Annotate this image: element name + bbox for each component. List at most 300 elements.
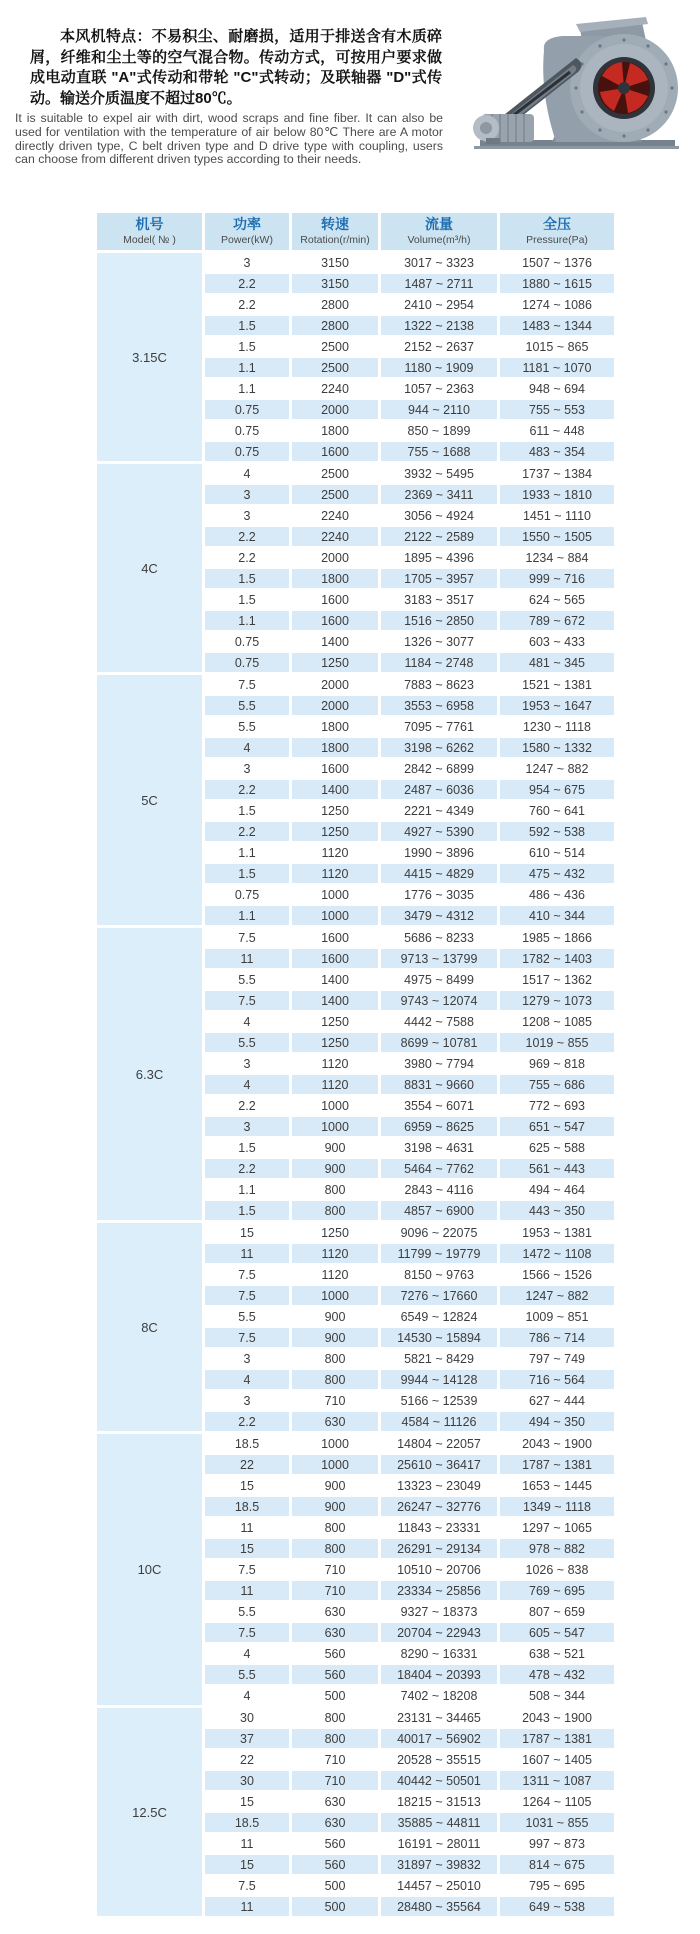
volume-cell: 9096 ~ 22075: [381, 1223, 497, 1242]
model-group: [97, 253, 614, 461]
pressure-cell: 789 ~ 672: [500, 611, 614, 630]
intro-chinese-text: 本风机特点：不易积尘、耐磨损，适用于排送含有木质碎屑，纤维和尘土等的空气混合物。传动方式，可按用户要求做成电动直联 "A"式传动和带轮 "C"式转动；及联轴器 "D"式传动。输送介质温度不超过80℃。: [30, 28, 442, 107]
power-cell: 5.5: [205, 1665, 289, 1684]
pressure-cell: 954 ~ 675: [500, 780, 614, 799]
power-cell: 0.75: [205, 653, 289, 672]
pressure-cell: 1247 ~ 882: [500, 759, 614, 778]
rotation-cell: 1120: [292, 864, 378, 883]
rotation-cell: 1000: [292, 1117, 378, 1136]
rotation-cell: 900: [292, 1159, 378, 1178]
table-row: [205, 548, 614, 567]
volume-cell: 23334 ~ 25856: [381, 1581, 497, 1600]
volume-cell: 18404 ~ 20393: [381, 1665, 497, 1684]
table-row: [205, 1897, 614, 1916]
power-cell: 3: [205, 1349, 289, 1368]
table-row: [205, 1581, 614, 1600]
table-row: [205, 1665, 614, 1684]
pressure-cell: 755 ~ 686: [500, 1075, 614, 1094]
power-cell: 1.5: [205, 569, 289, 588]
table-row: [205, 1244, 614, 1263]
volume-cell: 18215 ~ 31513: [381, 1792, 497, 1811]
pressure-cell: 1274 ~ 1086: [500, 295, 614, 314]
table-row: [205, 1328, 614, 1347]
table-row: [205, 1075, 614, 1094]
fan-illustration: [452, 14, 700, 150]
model-cell: 10C: [97, 1434, 202, 1705]
volume-cell: 35885 ~ 44811: [381, 1813, 497, 1832]
power-cell: 1.1: [205, 906, 289, 925]
volume-cell: 5464 ~ 7762: [381, 1159, 497, 1178]
volume-cell: 4975 ~ 8499: [381, 970, 497, 989]
power-cell: 15: [205, 1223, 289, 1242]
volume-cell: 1895 ~ 4396: [381, 548, 497, 567]
power-cell: 2.2: [205, 527, 289, 546]
rotation-cell: 630: [292, 1792, 378, 1811]
power-cell: 22: [205, 1455, 289, 1474]
rotation-cell: 1800: [292, 421, 378, 440]
rotation-cell: 1120: [292, 1244, 378, 1263]
rotation-cell: 1000: [292, 1286, 378, 1305]
volume-cell: 20528 ~ 35515: [381, 1750, 497, 1769]
volume-cell: 10510 ~ 20706: [381, 1560, 497, 1579]
pressure-cell: 611 ~ 448: [500, 421, 614, 440]
rotation-cell: 630: [292, 1412, 378, 1431]
volume-cell: 4442 ~ 7588: [381, 1012, 497, 1031]
volume-cell: 14530 ~ 15894: [381, 1328, 497, 1347]
header-model-en: Model( № ): [123, 234, 176, 246]
volume-cell: 7402 ~ 18208: [381, 1686, 497, 1705]
volume-cell: 3980 ~ 7794: [381, 1054, 497, 1073]
table-row: [205, 590, 614, 609]
power-cell: 3: [205, 1391, 289, 1410]
table-row: [205, 1771, 614, 1790]
table-row: [205, 801, 614, 820]
table-row: [205, 1117, 614, 1136]
table-row: [205, 1876, 614, 1895]
rotation-cell: 1250: [292, 822, 378, 841]
power-cell: 7.5: [205, 928, 289, 947]
pressure-cell: 1607 ~ 1405: [500, 1750, 614, 1769]
pressure-cell: 475 ~ 432: [500, 864, 614, 883]
rotation-cell: 710: [292, 1391, 378, 1410]
pressure-cell: 651 ~ 547: [500, 1117, 614, 1136]
table-row: [205, 1096, 614, 1115]
volume-cell: 23131 ~ 34465: [381, 1708, 497, 1727]
pressure-cell: 1009 ~ 851: [500, 1307, 614, 1326]
volume-cell: 2369 ~ 3411: [381, 485, 497, 504]
volume-cell: 4927 ~ 5390: [381, 822, 497, 841]
rotation-cell: 900: [292, 1476, 378, 1495]
volume-cell: 1184 ~ 2748: [381, 653, 497, 672]
table-row: [205, 1644, 614, 1663]
table-body: [97, 253, 614, 1916]
pressure-cell: 716 ~ 564: [500, 1370, 614, 1389]
table-row: [205, 1054, 614, 1073]
rotation-cell: 800: [292, 1708, 378, 1727]
pressure-cell: 1230 ~ 1118: [500, 717, 614, 736]
volume-cell: 8290 ~ 16331: [381, 1644, 497, 1663]
pressure-cell: 807 ~ 659: [500, 1602, 614, 1621]
volume-cell: 7095 ~ 7761: [381, 717, 497, 736]
power-cell: 4: [205, 1012, 289, 1031]
rotation-cell: 800: [292, 1518, 378, 1537]
rotation-cell: 1600: [292, 949, 378, 968]
power-cell: 2.2: [205, 822, 289, 841]
pressure-cell: 625 ~ 588: [500, 1138, 614, 1157]
volume-cell: 14457 ~ 25010: [381, 1876, 497, 1895]
table-row: [205, 253, 614, 272]
volume-cell: 2410 ~ 2954: [381, 295, 497, 314]
pressure-cell: 1234 ~ 884: [500, 548, 614, 567]
table-row: [205, 1539, 614, 1558]
volume-cell: 850 ~ 1899: [381, 421, 497, 440]
volume-cell: 3479 ~ 4312: [381, 906, 497, 925]
rotation-cell: 1600: [292, 590, 378, 609]
table-row: [205, 1223, 614, 1242]
rotation-cell: 630: [292, 1813, 378, 1832]
volume-cell: 1057 ~ 2363: [381, 379, 497, 398]
volume-cell: 1180 ~ 1909: [381, 358, 497, 377]
table-row: [205, 632, 614, 651]
table-header-power: [205, 213, 289, 250]
table-row: [205, 464, 614, 483]
rotation-cell: 500: [292, 1686, 378, 1705]
power-cell: 4: [205, 1686, 289, 1705]
power-cell: 2.2: [205, 295, 289, 314]
rotation-cell: 2500: [292, 337, 378, 356]
table-header-model: [97, 213, 202, 250]
volume-cell: 8150 ~ 9763: [381, 1265, 497, 1284]
rotation-cell: 2240: [292, 379, 378, 398]
volume-cell: 8699 ~ 10781: [381, 1033, 497, 1052]
volume-cell: 20704 ~ 22943: [381, 1623, 497, 1642]
volume-cell: 1776 ~ 3035: [381, 885, 497, 904]
table-row: [205, 1138, 614, 1157]
table-row: [205, 1180, 614, 1199]
power-cell: 2.2: [205, 548, 289, 567]
pressure-cell: 610 ~ 514: [500, 843, 614, 862]
volume-cell: 2221 ~ 4349: [381, 801, 497, 820]
pressure-cell: 999 ~ 716: [500, 569, 614, 588]
rotation-cell: 560: [292, 1855, 378, 1874]
table-row: [205, 1855, 614, 1874]
table-row: [205, 949, 614, 968]
table-row: [205, 928, 614, 947]
table-row: [205, 1307, 614, 1326]
pressure-cell: 1787 ~ 1381: [500, 1455, 614, 1474]
rotation-cell: 1250: [292, 801, 378, 820]
volume-cell: 13323 ~ 23049: [381, 1476, 497, 1495]
pressure-cell: 1985 ~ 1866: [500, 928, 614, 947]
volume-cell: 9743 ~ 12074: [381, 991, 497, 1010]
header-pressure-en: Pressure(Pa): [526, 234, 588, 246]
power-cell: 1.1: [205, 1180, 289, 1199]
rotation-cell: 1600: [292, 442, 378, 461]
volume-cell: 5686 ~ 8233: [381, 928, 497, 947]
pressure-cell: 1451 ~ 1110: [500, 506, 614, 525]
rotation-cell: 1000: [292, 1434, 378, 1453]
volume-cell: 31897 ~ 39832: [381, 1855, 497, 1874]
power-cell: 7.5: [205, 675, 289, 694]
table-row: [205, 442, 614, 461]
pressure-cell: 1933 ~ 1810: [500, 485, 614, 504]
power-cell: 1.1: [205, 358, 289, 377]
volume-cell: 3554 ~ 6071: [381, 1096, 497, 1115]
volume-cell: 1705 ~ 3957: [381, 569, 497, 588]
volume-cell: 5166 ~ 12539: [381, 1391, 497, 1410]
power-cell: 5.5: [205, 1307, 289, 1326]
pressure-cell: 997 ~ 873: [500, 1834, 614, 1853]
volume-cell: 6959 ~ 8625: [381, 1117, 497, 1136]
power-cell: 1.5: [205, 1201, 289, 1220]
rotation-cell: 2000: [292, 400, 378, 419]
model-group-rows: [205, 1708, 614, 1916]
volume-cell: 11843 ~ 23331: [381, 1518, 497, 1537]
model-cell: 6.3C: [97, 928, 202, 1220]
rotation-cell: 710: [292, 1560, 378, 1579]
volume-cell: 9944 ~ 14128: [381, 1370, 497, 1389]
pressure-cell: 443 ~ 350: [500, 1201, 614, 1220]
volume-cell: 14804 ~ 22057: [381, 1434, 497, 1453]
table-row: [205, 675, 614, 694]
rotation-cell: 800: [292, 1539, 378, 1558]
volume-cell: 3056 ~ 4924: [381, 506, 497, 525]
model-group: [97, 1708, 614, 1916]
volume-cell: 7276 ~ 17660: [381, 1286, 497, 1305]
table-row: [205, 653, 614, 672]
rotation-cell: 2500: [292, 485, 378, 504]
pressure-cell: 1550 ~ 1505: [500, 527, 614, 546]
rotation-cell: 800: [292, 1180, 378, 1199]
table-row: [205, 864, 614, 883]
volume-cell: 11799 ~ 19779: [381, 1244, 497, 1263]
table-row: [205, 906, 614, 925]
model-group-rows: [205, 464, 614, 672]
table-row: [205, 358, 614, 377]
rotation-cell: 1400: [292, 780, 378, 799]
rotation-cell: 1250: [292, 1223, 378, 1242]
table-row: [205, 485, 614, 504]
pressure-cell: 2043 ~ 1900: [500, 1434, 614, 1453]
rotation-cell: 1250: [292, 1033, 378, 1052]
power-cell: 11: [205, 1244, 289, 1263]
rotation-cell: 2000: [292, 696, 378, 715]
pressure-cell: 755 ~ 553: [500, 400, 614, 419]
rotation-cell: 560: [292, 1834, 378, 1853]
rotation-cell: 1000: [292, 885, 378, 904]
model-group: [97, 464, 614, 672]
rotation-cell: 1120: [292, 1075, 378, 1094]
rotation-cell: 900: [292, 1328, 378, 1347]
volume-cell: 1326 ~ 3077: [381, 632, 497, 651]
power-cell: 2.2: [205, 274, 289, 293]
rotation-cell: 1800: [292, 569, 378, 588]
power-cell: 18.5: [205, 1813, 289, 1832]
rotation-cell: 1600: [292, 928, 378, 947]
table-row: [205, 1602, 614, 1621]
intro-english-text: It is suitable to expel air with dirt, wood scraps and fine fiber. It can also be used for ventilation with the temperature of air below 80℃ There are A motor directly driven type, C belt driven type and D drive type with coupling, users can choose from different driven types according to their needs.: [15, 111, 443, 167]
pressure-cell: 1015 ~ 865: [500, 337, 614, 356]
power-cell: 15: [205, 1855, 289, 1874]
header-pressure-zh: 全压: [543, 216, 571, 232]
volume-cell: 6549 ~ 12824: [381, 1307, 497, 1326]
volume-cell: 1990 ~ 3896: [381, 843, 497, 862]
power-cell: 11: [205, 1518, 289, 1537]
table-row: [205, 717, 614, 736]
table-row: [205, 337, 614, 356]
power-cell: 7.5: [205, 991, 289, 1010]
rotation-cell: 500: [292, 1897, 378, 1916]
model-group-rows: [205, 1434, 614, 1705]
rotation-cell: 900: [292, 1497, 378, 1516]
table-row: [205, 1434, 614, 1453]
pressure-cell: 948 ~ 694: [500, 379, 614, 398]
spec-table: [97, 213, 614, 1919]
pressure-cell: 483 ~ 354: [500, 442, 614, 461]
model-group: [97, 1223, 614, 1431]
power-cell: 7.5: [205, 1286, 289, 1305]
table-row: [205, 1349, 614, 1368]
power-cell: 3: [205, 506, 289, 525]
pressure-cell: 603 ~ 433: [500, 632, 614, 651]
rotation-cell: 2240: [292, 527, 378, 546]
power-cell: 11: [205, 949, 289, 968]
model-group-rows: [205, 675, 614, 925]
pressure-cell: 481 ~ 345: [500, 653, 614, 672]
volume-cell: 2122 ~ 2589: [381, 527, 497, 546]
table-row: [205, 527, 614, 546]
table-row: [205, 1370, 614, 1389]
volume-cell: 3932 ~ 5495: [381, 464, 497, 483]
power-cell: 1.5: [205, 590, 289, 609]
power-cell: 11: [205, 1581, 289, 1600]
volume-cell: 3183 ~ 3517: [381, 590, 497, 609]
centrifugal-fan-photo: [452, 14, 700, 150]
header-model-zh: 机号: [135, 216, 164, 232]
header-power-zh: 功率: [233, 216, 261, 232]
power-cell: 30: [205, 1708, 289, 1727]
volume-cell: 28480 ~ 35564: [381, 1897, 497, 1916]
table-row: [205, 421, 614, 440]
table-row: [205, 1159, 614, 1178]
volume-cell: 4415 ~ 4829: [381, 864, 497, 883]
header-rotation-en: Rotation(r/min): [300, 234, 370, 246]
power-cell: 1.5: [205, 1138, 289, 1157]
pressure-cell: 772 ~ 693: [500, 1096, 614, 1115]
table-row: [205, 1623, 614, 1642]
rotation-cell: 560: [292, 1665, 378, 1684]
power-cell: 30: [205, 1771, 289, 1790]
rotation-cell: 1000: [292, 906, 378, 925]
rotation-cell: 800: [292, 1729, 378, 1748]
rotation-cell: 560: [292, 1644, 378, 1663]
volume-cell: 9713 ~ 13799: [381, 949, 497, 968]
power-cell: 5.5: [205, 717, 289, 736]
table-row: [205, 991, 614, 1010]
pressure-cell: 649 ~ 538: [500, 1897, 614, 1916]
rotation-cell: 800: [292, 1201, 378, 1220]
power-cell: 15: [205, 1476, 289, 1495]
table-row: [205, 316, 614, 335]
table-row: [205, 1729, 614, 1748]
rotation-cell: 1400: [292, 632, 378, 651]
pressure-cell: 1787 ~ 1381: [500, 1729, 614, 1748]
rotation-cell: 1800: [292, 717, 378, 736]
power-cell: 2.2: [205, 1096, 289, 1115]
table-row: [205, 1033, 614, 1052]
rotation-cell: 1400: [292, 970, 378, 989]
pressure-cell: 638 ~ 521: [500, 1644, 614, 1663]
model-group: [97, 928, 614, 1220]
model-group-rows: [205, 928, 614, 1220]
table-row: [205, 611, 614, 630]
pressure-cell: 1026 ~ 838: [500, 1560, 614, 1579]
power-cell: 4: [205, 1644, 289, 1663]
table-row: [205, 1012, 614, 1031]
table-row: [205, 569, 614, 588]
pressure-cell: 627 ~ 444: [500, 1391, 614, 1410]
power-cell: 7.5: [205, 1328, 289, 1347]
rotation-cell: 2000: [292, 675, 378, 694]
volume-cell: 40442 ~ 50501: [381, 1771, 497, 1790]
pressure-cell: 1521 ~ 1381: [500, 675, 614, 694]
pressure-cell: 1208 ~ 1085: [500, 1012, 614, 1031]
table-row: [205, 400, 614, 419]
pressure-cell: 1019 ~ 855: [500, 1033, 614, 1052]
volume-cell: 9327 ~ 18373: [381, 1602, 497, 1621]
rotation-cell: 630: [292, 1623, 378, 1642]
table-header-pressure: [500, 213, 614, 250]
table-header-volume: [381, 213, 497, 250]
power-cell: 3: [205, 1054, 289, 1073]
pressure-cell: 478 ~ 432: [500, 1665, 614, 1684]
model-cell: 5C: [97, 675, 202, 925]
rotation-cell: 2500: [292, 358, 378, 377]
volume-cell: 4857 ~ 6900: [381, 1201, 497, 1220]
rotation-cell: 800: [292, 1349, 378, 1368]
power-cell: 5.5: [205, 1033, 289, 1052]
rotation-cell: 500: [292, 1876, 378, 1895]
table-row: [205, 1476, 614, 1495]
rotation-cell: 2000: [292, 548, 378, 567]
pressure-cell: 1880 ~ 1615: [500, 274, 614, 293]
volume-cell: 25610 ~ 36417: [381, 1455, 497, 1474]
power-cell: 4: [205, 464, 289, 483]
model-cell: 8C: [97, 1223, 202, 1431]
volume-cell: 755 ~ 1688: [381, 442, 497, 461]
table-row: [205, 1750, 614, 1769]
header-volume-en: Volume(m³/h): [407, 234, 471, 246]
volume-cell: 3017 ~ 3323: [381, 253, 497, 272]
model-group: [97, 1434, 614, 1705]
rotation-cell: 2240: [292, 506, 378, 525]
pressure-cell: 1953 ~ 1381: [500, 1223, 614, 1242]
model-group-rows: [205, 1223, 614, 1431]
rotation-cell: 1120: [292, 843, 378, 862]
table-header-rotation: [292, 213, 378, 250]
rotation-cell: 3150: [292, 274, 378, 293]
pressure-cell: 486 ~ 436: [500, 885, 614, 904]
rotation-cell: 710: [292, 1750, 378, 1769]
header-rotation-zh: 转速: [321, 216, 349, 232]
header-volume-zh: 流量: [425, 216, 453, 232]
table-row: [205, 843, 614, 862]
power-cell: 7.5: [205, 1623, 289, 1642]
rotation-cell: 1600: [292, 759, 378, 778]
table-row: [205, 885, 614, 904]
table-row: [205, 1412, 614, 1431]
power-cell: 7.5: [205, 1265, 289, 1284]
